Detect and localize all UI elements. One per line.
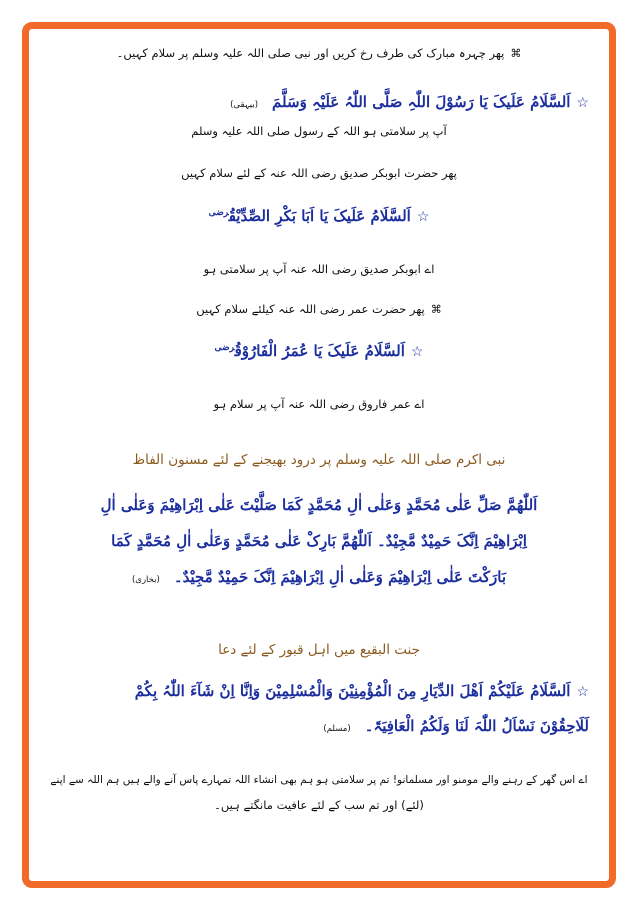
baqi-line-1-text: اَلسَّلَامُ عَلَیْکُمْ اَھْلَ الدِّیَارِ مِنَ الْمُؤْمِنِیْنَ وَالْمُسْلِمِیْنَ وَاِنَّا اِنْ شَآءَ اللّٰہُ بِکُمْ <box>134 682 571 700</box>
baqi-heading: جنت البقیع میں اہل قبور کے لئے دعا <box>218 642 420 658</box>
salam-prophet-meaning: آپ پر سلامتی ہو اللہ کے رسول صلی اللہ علیہ وسلم <box>191 124 447 138</box>
star-outline-icon: ☆ <box>576 95 589 111</box>
honorific-mark: رضی <box>208 208 229 218</box>
salam-abubakr-text: اَلسَّلَامُ عَلَیکَ یَا اَبَا بَکْرِ الصِّدِّیْقُ <box>228 207 411 225</box>
salam-umar-text: اَلسَّلَامُ عَلَیکَ یَا عُمَرُ الْفَارُوْقُ <box>234 342 405 360</box>
baqi-meaning-2: (لئے) اور تم سب کے لئے عافیت مانگتے ہیں۔ <box>214 798 424 812</box>
umar-intro-line <box>29 302 609 316</box>
abubakr-meaning: اے ابوبکر صدیق رضی اللہ عنہ آپ پر سلامتی ہو <box>203 262 435 276</box>
command-icon: ⌘ <box>430 303 442 316</box>
baqi-line-2-text: لَلَاحِقُوْنَ نَسْاَلُ اللّٰہَ لَنَا وَلَکُمُ الْعَافِیَۃَ۔ <box>364 717 589 735</box>
intro-text: پھر چہرہ مبارک کی طرف رخ کریں اور نبی صلی اللہ علیہ وسلم پر سلام کہیں۔ <box>116 46 505 60</box>
intro-line <box>29 46 609 60</box>
baqi-line-1 <box>29 682 609 700</box>
star-outline-icon: ☆ <box>410 344 424 360</box>
honorific-mark: رضی <box>214 343 235 353</box>
salam-abubakr-line <box>29 207 609 225</box>
star-outline-icon: ☆ <box>576 684 589 700</box>
source-bukhari: (بخاری) <box>131 575 160 585</box>
command-icon: ⌘ <box>510 47 522 60</box>
durood-line-1: اَللّٰھُمَّ صَلِّ عَلٰی مُحَمَّدٍ وَعَلٰی اٰلِ مُحَمَّدٍ کَمَا صَلَّیْتَ عَلٰی اِبْرَاھِیْمَ وَعَلٰی اٰلِ <box>100 496 538 514</box>
salam-prophet-line <box>29 93 609 111</box>
durood-line-2: اِبْرَاھِیْمَ اِنَّکَ حَمِیْدٌ مَّجِیْدٌ۔ اَللّٰھُمَّ بَارِکْ عَلٰی مُحَمَّدٍ وَعَلٰی اٰلِ مُحَمَّدٍ کَمَا <box>111 532 527 550</box>
salam-prophet-text: اَلسَّلَامُ عَلَیکَ یَا رَسُوْلَ اللّٰہِ صَلَّی اللّٰہُ عَلَیْہِ وَسَلَّمَ <box>272 93 571 111</box>
salam-umar-line <box>29 342 609 360</box>
umar-intro-text: پھر حضرت عمر رضی اللہ عنہ کیلئے سلام کہیں <box>196 302 425 316</box>
durood-line-3-text: بَارَکْتَ عَلٰی اِبْرَاھِیْمَ وَعَلٰی اٰلِ اِبْرَاھِیْمَ اِنَّکَ حَمِیْدٌ مَّجِیْدٌ۔ <box>173 568 507 586</box>
star-outline-icon: ☆ <box>416 209 430 225</box>
abubakr-intro: پھر حضرت ابوبکر صدیق رضی اللہ عنہ کے لئے سلام کہیں <box>181 166 457 180</box>
durood-heading: نبی اکرم صلی اللہ علیہ وسلم پر درود بھیجنے کے لئے مسنون الفاظ <box>132 452 506 468</box>
baqi-meaning-1: اے اس گھر کے رہنے والے مومنو اور مسلمانو! تم پر سلامتی ہو ہم بھی انشاء اللہ تمہارے پاس آنے والے ہیں ہم اللہ سے اپنے <box>50 774 588 786</box>
durood-line-3 <box>29 568 609 586</box>
baqi-line-2 <box>29 717 609 735</box>
umar-meaning: اے عمر فاروق رضی اللہ عنہ آپ پر سلام ہو <box>213 397 425 411</box>
source-bayhaqi: (بیہقی) <box>230 100 259 110</box>
source-muslim: (مسلم) <box>323 724 351 734</box>
page-border <box>22 22 616 888</box>
